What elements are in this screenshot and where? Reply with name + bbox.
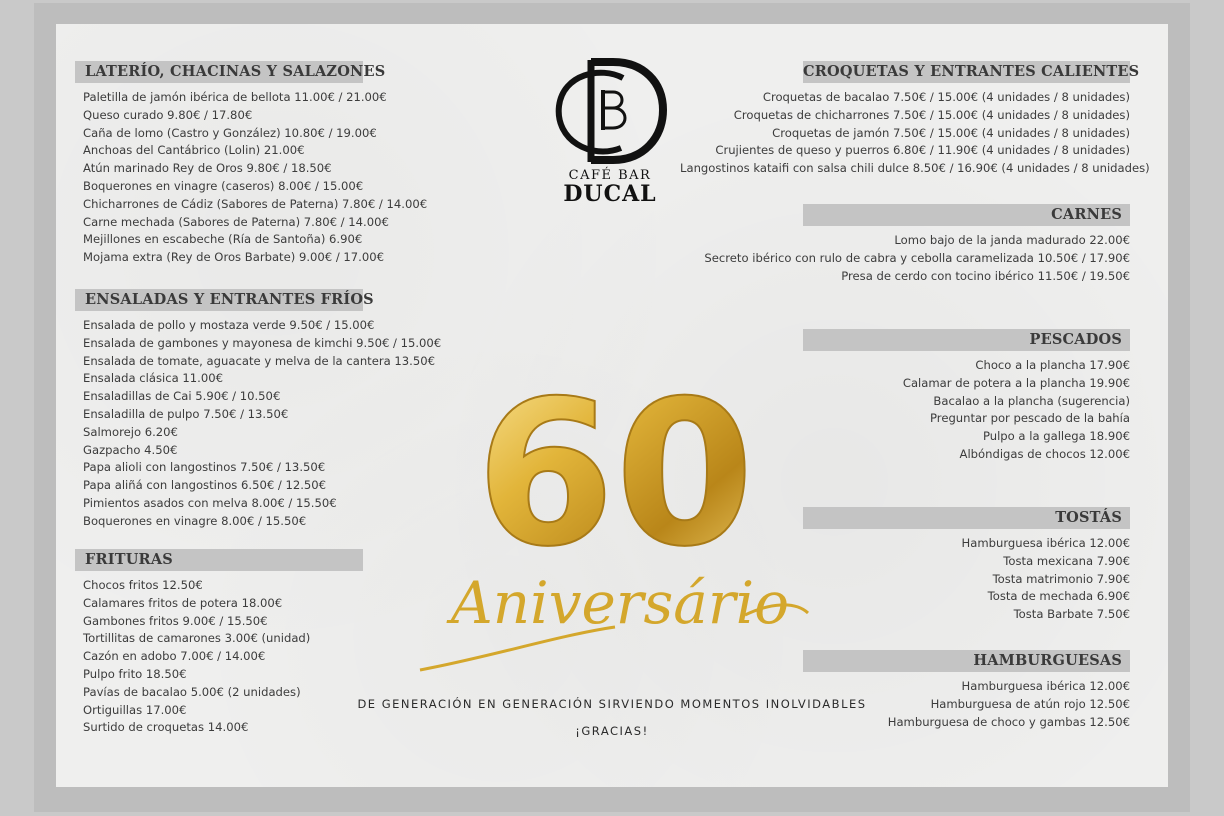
menu-item: Tosta Barbate 7.50€ xyxy=(1013,607,1130,622)
section-header: FRITURAS xyxy=(75,549,363,571)
menu-item: Tosta matrimonio 7.90€ xyxy=(992,571,1130,586)
menu-item: Mejillones en escabeche (Ría de Santoña) 6.90€ xyxy=(83,232,363,247)
menu-item: Tosta mexicana 7.90€ xyxy=(1003,553,1130,568)
section-pescados xyxy=(680,329,1130,464)
anniversary-word: Aniversário xyxy=(450,569,790,637)
item-list xyxy=(75,317,442,531)
menu-item: Bacalao a la plancha (sugerencia) xyxy=(933,393,1130,408)
menu-item: Presa de cerdo con tocino ibérico 11.50€ / 19.50€ xyxy=(841,268,1130,283)
section-laterio xyxy=(75,61,435,267)
menu-item: Atún marinado Rey de Oros 9.80€ / 18.50€ xyxy=(83,161,332,176)
menu-item: Croquetas de chicharrones 7.50€ / 15.00€ (4 unidades / 8 unidades) xyxy=(733,107,1130,122)
menu-item: Boquerones en vinagre 8.00€ / 15.50€ xyxy=(83,513,307,528)
menu-item: Hamburguesa de atún rojo 12.50€ xyxy=(930,696,1130,711)
menu-item: Lomo bajo de la janda madurado 22.00€ xyxy=(894,233,1130,247)
menu-item: Pimientos asados con melva 8.00€ / 15.50€ xyxy=(83,495,337,510)
menu-item: Croquetas de jamón 7.50€ / 15.00€ (4 unidades / 8 unidades) xyxy=(772,125,1130,140)
menu-item: Ensalada clásica 11.00€ xyxy=(83,371,223,386)
menu-item: Cazón en adobo 7.00€ / 14.00€ xyxy=(83,649,266,664)
menu-item: Tortillitas de camarones 3.00€ (unidad) xyxy=(83,631,311,646)
menu-item: Crujientes de queso y puerros 6.80€ / 11.90€ (4 unidades / 8 unidades) xyxy=(715,143,1130,158)
section-ensaladas xyxy=(75,289,442,531)
menu-item: Salmorejo 6.20€ xyxy=(83,424,178,439)
menu-item: Caña de lomo (Castro y González) 10.80€ / 19.00€ xyxy=(83,125,377,140)
menu-item: Queso curado 9.80€ / 17.80€ xyxy=(83,107,253,122)
menu-item: Secreto ibérico con rulo de cabra y cebolla caramelizada 10.50€ / 17.90€ xyxy=(704,250,1130,265)
menu-item: Boquerones en vinagre (caseros) 8.00€ / 15.00€ xyxy=(83,178,364,193)
section-header: CARNES xyxy=(803,204,1130,226)
section-header: TOSTÁS xyxy=(803,507,1130,529)
menu-item: Ensaladilla de pulpo 7.50€ / 13.50€ xyxy=(83,406,289,421)
section-header: ENSALADAS Y ENTRANTES FRÍOS xyxy=(75,289,363,311)
item-list xyxy=(680,357,1130,464)
brand-line1: CAFÉ BAR xyxy=(568,168,652,183)
item-list xyxy=(75,89,435,267)
menu-item: Pavías de bacalao 5.00€ (2 unidades) xyxy=(83,684,301,699)
anniversary-number: 60 xyxy=(475,365,755,591)
menu-item: Mojama extra (Rey de Oros Barbate) 9.00€ / 17.00€ xyxy=(83,250,384,265)
menu-item: Chocos fritos 12.50€ xyxy=(83,578,203,592)
menu-item: Preguntar por pescado de la bahía xyxy=(930,411,1130,426)
tagline: DE GENERACIÓN EN GENERACIÓN SIRVIENDO MOMENTOS INOLVIDABLES xyxy=(357,697,867,711)
section-header: LATERÍO, CHACINAS Y SALAZONES xyxy=(75,61,363,83)
menu-item: Calamares fritos de potera 18.00€ xyxy=(83,595,283,610)
brand-logo xyxy=(551,56,669,205)
menu-item: Pulpo frito 18.50€ xyxy=(83,666,187,681)
menu-item: Gambones fritos 9.00€ / 15.50€ xyxy=(83,613,268,628)
thanks-text: ¡GRACIAS! xyxy=(575,724,649,738)
item-list xyxy=(680,232,1130,285)
section-croquetas xyxy=(680,61,1150,178)
menu-item: Ensaladillas de Cai 5.90€ / 10.50€ xyxy=(83,389,281,404)
section-header: PESCADOS xyxy=(803,329,1130,351)
menu-item: Tosta de mechada 6.90€ xyxy=(987,589,1130,604)
menu-item: Ortiguillas 17.00€ xyxy=(83,702,187,717)
dcb-monogram-icon xyxy=(551,56,669,166)
menu-item: Ensalada de gambones y mayonesa de kimchi 9.50€ / 15.00€ xyxy=(83,335,442,350)
menu-item: Surtido de croquetas 14.00€ xyxy=(83,720,249,735)
menu-item: Hamburguesa ibérica 12.00€ xyxy=(961,536,1130,550)
menu-item: Chicharrones de Cádiz (Sabores de Paterna) 7.80€ / 14.00€ xyxy=(83,196,428,211)
menu-item: Ensalada de tomate, aguacate y melva de la cantera 13.50€ xyxy=(83,353,435,368)
menu-item: Hamburguesa de choco y gambas 12.50€ xyxy=(887,714,1130,729)
menu-item: Papa aliñá con langostinos 6.50€ / 12.50€ xyxy=(83,478,327,493)
item-list xyxy=(75,577,435,737)
menu-item: Croquetas de bacalao 7.50€ / 15.00€ (4 unidades / 8 unidades) xyxy=(762,90,1130,104)
menu-item: Hamburguesa ibérica 12.00€ xyxy=(961,679,1130,693)
item-list xyxy=(680,678,1130,731)
item-list xyxy=(680,535,1130,624)
menu-item: Gazpacho 4.50€ xyxy=(83,442,178,457)
section-tostas xyxy=(680,507,1130,624)
section-carnes xyxy=(680,204,1130,285)
menu-item: Carne mechada (Sabores de Paterna) 7.80€ / 14.00€ xyxy=(83,214,389,229)
brand-name: DUCAL xyxy=(563,181,657,207)
menu-item: Ensalada de pollo y mostaza verde 9.50€ / 15.00€ xyxy=(83,318,375,332)
section-header: HAMBURGUESAS xyxy=(803,650,1130,672)
section-hamburguesas xyxy=(680,650,1130,731)
menu-item: Pulpo a la gallega 18.90€ xyxy=(982,429,1130,444)
menu-item: Albóndigas de chocos 12.00€ xyxy=(959,446,1130,461)
section-header: CROQUETAS Y ENTRANTES CALIENTES xyxy=(803,61,1130,83)
menu-item: Anchoas del Cantábrico (Lolin) 21.00€ xyxy=(83,143,305,158)
menu-item: Paletilla de jamón ibérica de bellota 11.00€ / 21.00€ xyxy=(83,90,387,104)
menu-item: Choco a la plancha 17.90€ xyxy=(975,358,1130,372)
menu-item: Calamar de potera a la plancha 19.90€ xyxy=(902,375,1130,390)
menu-item: Papa alioli con langostinos 7.50€ / 13.50€ xyxy=(83,460,326,475)
item-list xyxy=(680,89,1150,178)
menu-item: Langostinos kataifi con salsa chili dulce 8.50€ / 16.90€ (4 unidades / 8 unidades) xyxy=(680,161,1150,176)
